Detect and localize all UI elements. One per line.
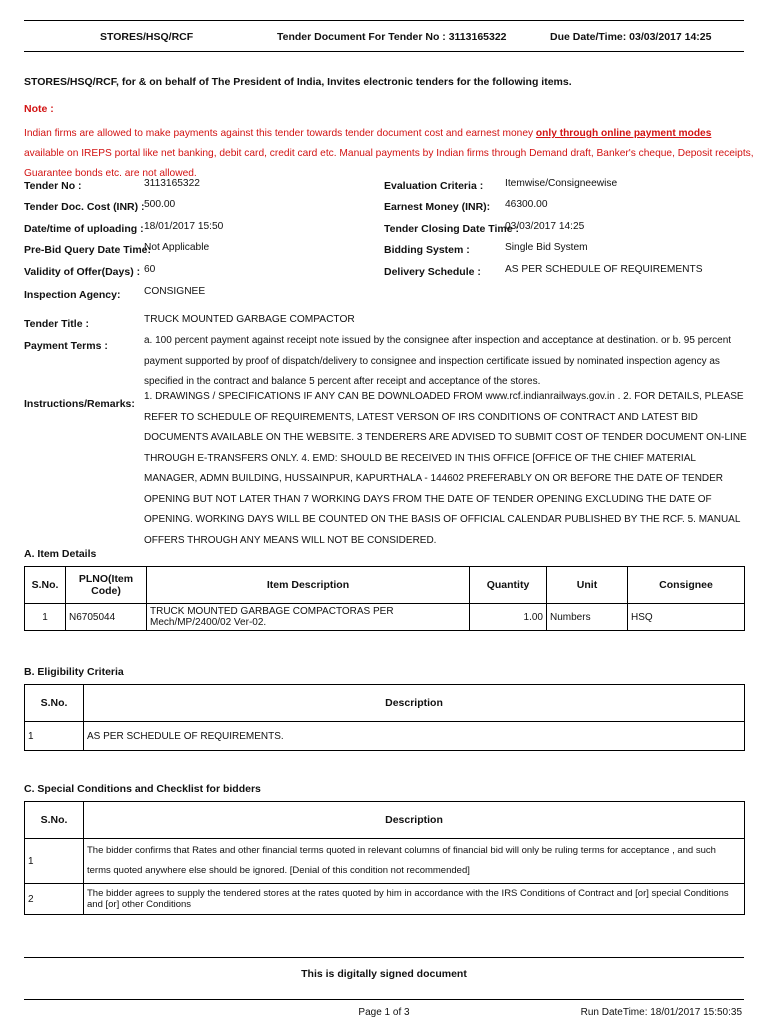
tender-no-value: 3113165322 [144,178,200,189]
special-conditions-title: C. Special Conditions and Checklist for bidders [24,783,261,795]
col-sno: S.No. [25,802,84,839]
cell-description: The bidder confirms that Rates and other financial terms quoted in relevant columns of financial bid will only be ruling terms for acceptance , and such terms quoted anywhere else should be ignored. [Denial of this condition not recommended] [84,839,745,884]
col-description: Description [84,802,745,839]
tender-title-label: Tender Title : [24,318,89,330]
col-sno: S.No. [25,567,66,604]
cell-sno: 1 [25,839,84,884]
inspection-agency-value: CONSIGNEE [144,286,206,297]
bidding-system-label: Bidding System : [384,244,470,256]
evaluation-criteria-value: Itemwise/Consigneewise [505,178,618,189]
tender-doc-cost-label: Tender Doc. Cost (INR) : [24,201,145,213]
inspection-agency-label: Inspection Agency: [24,289,121,301]
table-row [25,884,745,915]
closing-datetime-value: 03/03/2017 14:25 [505,221,585,232]
cell-sno: 1 [25,604,66,631]
intro-text: STORES/HSQ/RCF, for & on behalf of The President of India, Invites electronic tenders for the following items. [24,76,572,88]
table-row [25,604,745,631]
closing-datetime-label: Tender Closing Date Time : [384,223,519,235]
cell-quantity: 1.00 [470,604,547,631]
cell-sno: 2 [25,884,84,915]
earnest-money-value: 46300.00 [505,199,548,210]
earnest-money-label: Earnest Money (INR): [384,201,491,213]
bidding-system-value: Single Bid System [505,242,588,253]
instructions-value: 1. DRAWINGS / SPECIFICATIONS IF ANY CAN BE DOWNLOADED FROM www.rcf.indianrailways.gov.in . 2. FOR DETAILS, PLEASE REFER TO SCHEDULE OF REQUIREMENTS, LATEST VERSON OF IRS CONDITIONS OF CONTRACT AND LATEST BID DOCUMENTS AVAILABLE ON THE WEBSITE. 3 TENDERERS ARE ADVISED TO SUBMIT COST OF TENDER DOCUMENT ON-LINE THROUGH E-TRANSFERS ONLY. 4. EMD: SHOULD BE RECEIVED IN THIS OFFICE [OFFICE OF THE CHIEF MATERIAL MANAGER, ADMN BUILDING, HUSSAINPUR, KAPURTHALA - 144602 PREFERABLY ON OR BEFORE THE DATE OF TENDER OPENING BUT NOT LATER THAN 7 WORKING DAYS FROM THE DATE OF TENDER OPENING EXCLUDING THE DATE OF OPENING. WORKING DAYS WILL BE COUNTED ON THE BASIS OF OFFICIAL CALENDAR PUBLISHED BY THE RCF. 5. MANUAL OFFERS THROUGH ANY MEANS WILL NOT BE CONSIDERED. [144,391,747,546]
upload-datetime-label: Date/time of uploading : [24,223,144,235]
table-row [25,722,745,751]
item-details-title: A. Item Details [24,548,97,560]
tender-title-value: TRUCK MOUNTED GARBAGE COMPACTOR [144,314,355,325]
evaluation-criteria-label: Evaluation Criteria : [384,180,484,192]
note-label: Note : [24,103,54,115]
col-quantity: Quantity [470,567,547,604]
item-details-table [24,566,745,631]
table-header-row [25,802,745,839]
delivery-schedule-value: AS PER SCHEDULE OF REQUIREMENTS [505,264,703,275]
table-header-row [25,567,745,604]
cell-sno: 1 [25,722,84,751]
col-unit: Unit [547,567,628,604]
validity-value: 60 [144,264,156,275]
footer-divider-top [24,957,744,958]
special-conditions-table [24,801,745,915]
tender-doc-cost-value: 500.00 [144,199,176,210]
col-plno: PLNO(Item Code) [66,567,147,604]
col-description: Description [84,685,745,722]
cell-unit: Numbers [547,604,628,631]
cell-consignee: HSQ [628,604,745,631]
header-org: STORES/HSQ/RCF [100,31,194,43]
col-consignee: Consignee [628,567,745,604]
note-highlight: only through online payment modes [535,128,712,139]
upload-datetime-value: 18/01/2017 15:50 [144,221,224,232]
digitally-signed-note: This is digitally signed document [301,968,467,980]
prebid-query-value: Not Applicable [144,242,210,253]
page-number: Page 1 of 3 [358,1007,410,1018]
delivery-schedule-label: Delivery Schedule : [384,266,481,278]
eligibility-table [24,684,745,751]
validity-label: Validity of Offer(Days) : [24,266,141,278]
cell-description: AS PER SCHEDULE OF REQUIREMENTS. [84,722,745,751]
run-datetime: Run DateTime: 18/01/2017 15:50:35 [580,1007,742,1018]
header-tender-number: Tender Document For Tender No : 3113165322 [277,31,507,43]
document-header [24,20,744,52]
note-text-before: Indian firms are allowed to make payments against this tender towards tender document cost and earnest money [24,128,536,139]
cell-description: The bidder agrees to supply the tendered stores at the rates quoted by him in accordance with the IRS Conditions of Contract and [or] special Conditions and [or] other Conditions [84,884,745,915]
col-sno: S.No. [25,685,84,722]
note-text [24,124,754,184]
cell-plno: N6705044 [66,604,147,631]
eligibility-title: B. Eligibility Criteria [24,666,124,678]
footer-divider-bottom [24,999,744,1000]
note-text-after: available on IREPS portal like net banking, debit card, credit card etc. Manual payments by Indian firms through Demand draft, Banker's cheque, Deposit receipts, Guarantee bonds etc. are not allowed. [24,148,754,179]
table-row [25,839,745,884]
col-item-description: Item Description [147,567,470,604]
prebid-query-label: Pre-Bid Query Date Time: [24,244,152,256]
payment-terms-label: Payment Terms : [24,340,108,352]
instructions-label: Instructions/Remarks: [24,398,135,410]
header-due-date: Due Date/Time: 03/03/2017 14:25 [550,31,712,43]
payment-terms-value: a. 100 percent payment against receipt note issued by the consignee after inspection and acceptance at destination. or b. 95 percent payment supported by proof of dispatch/delivery to consignee and inspection certificate issued by nominated inspection agency as specified in the contract and balance 5 percent after receipt and acceptance of the stores. [144,335,732,387]
cell-item-description: TRUCK MOUNTED GARBAGE COMPACTORAS PER Mech/MP/2400/02 Ver-02. [147,604,470,631]
tender-no-label: Tender No : [24,180,82,192]
table-header-row [25,685,745,722]
